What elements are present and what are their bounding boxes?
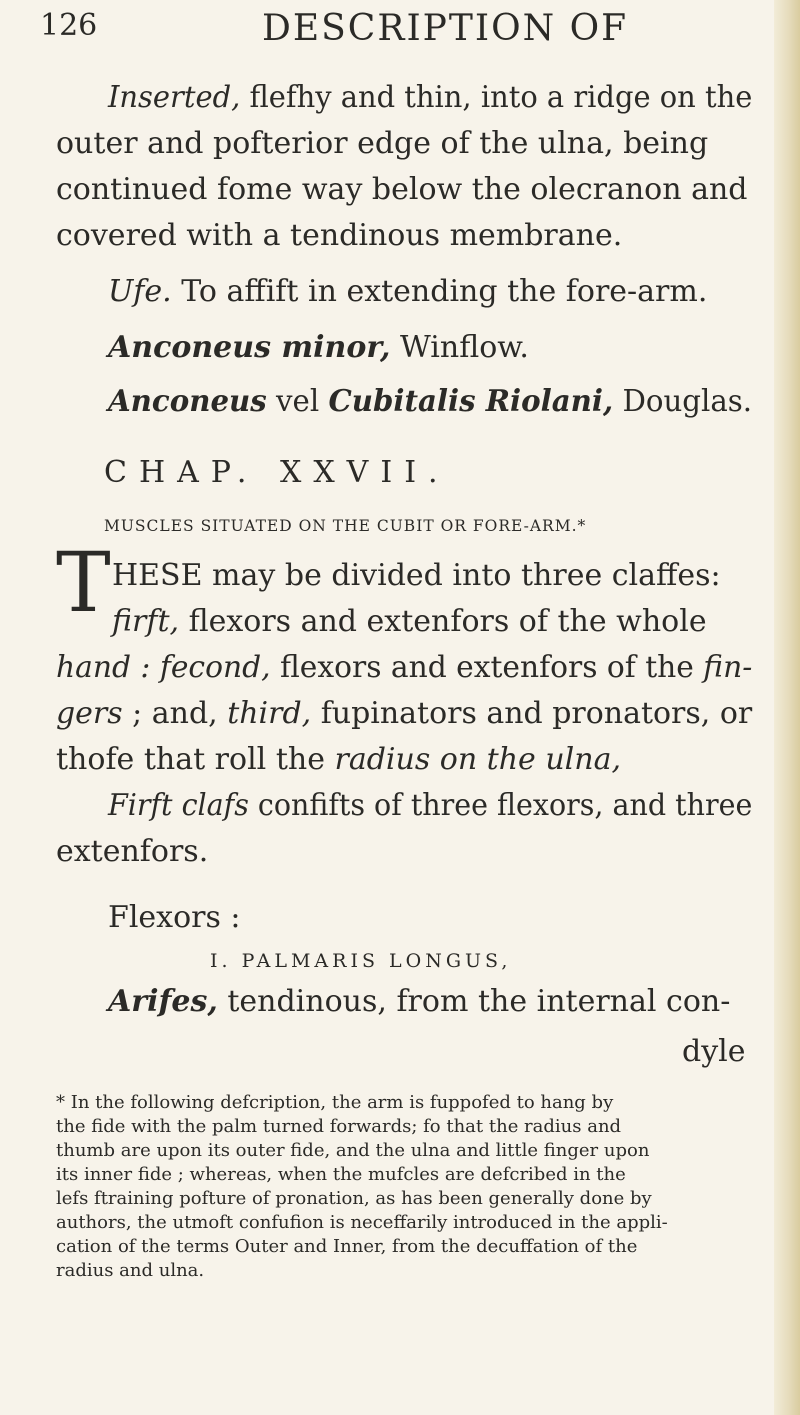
italic-term: firft, — [112, 604, 180, 639]
text-line-1 — [108, 80, 752, 115]
body-line-3 — [56, 650, 752, 685]
italic-term: Arifes, — [108, 984, 218, 1019]
page-number: 126 — [40, 8, 98, 43]
italic-term: Cubitalis Riolani, — [328, 384, 614, 419]
italic-term: hand : fecond, — [56, 650, 271, 685]
footnote-line-7: cation of the terms Outer and Inner, from the decuffation of the — [56, 1236, 638, 1257]
italic-term: radius on the ulna, — [334, 742, 622, 777]
text-line-4 — [56, 218, 622, 253]
drop-cap: T — [56, 536, 111, 631]
text-line-synonym-2 — [108, 384, 752, 419]
page-header — [40, 8, 740, 64]
text-run: Winflow. — [390, 330, 529, 365]
catchword: dyle — [682, 1034, 746, 1069]
italic-term: third, — [227, 696, 312, 731]
text-run: covered with a tendinous membrane. — [56, 218, 623, 253]
italic-term: Inserted, — [108, 80, 241, 115]
italic-term: Anconeus minor, — [108, 330, 391, 365]
text-line-synonym-1 — [108, 330, 529, 365]
body-line-4 — [56, 696, 752, 731]
text-line-3 — [56, 172, 748, 207]
italic-term: Firft clafs — [108, 788, 249, 823]
muscle-heading: I. PALMARIS LONGUS, — [210, 950, 512, 972]
footnote-line-4: its inner fide ; whereas, when the mufcles are defcribed in the — [56, 1164, 626, 1185]
chapter-subheading: MUSCLES SITUATED ON THE CUBIT OR FORE-ARM.* — [104, 517, 587, 535]
text-run: flefhy and thin, into a ridge on the — [240, 80, 753, 115]
running-head: DESCRIPTION OF — [262, 8, 629, 49]
text-run: outer and pofterior edge of the ulna, being — [56, 126, 709, 161]
italic-term: gers — [56, 696, 123, 731]
footnote-line-6: authors, the utmoft confufion is neceffarily introduced in the appli- — [56, 1212, 668, 1233]
body-line-arises — [108, 984, 730, 1019]
chapter-heading: CHAP. XXVII. — [104, 455, 450, 490]
page-edge-shadow — [774, 0, 800, 1415]
text-run: extenfors. — [56, 834, 209, 869]
text-run: To affift in extending the fore-arm. — [171, 274, 708, 309]
text-run: flexors and extenfors of the — [270, 650, 704, 685]
body-line-5 — [56, 742, 621, 777]
text-run: fupinators and pronators, or — [311, 696, 753, 731]
text-run: confifts of three flexors, and three — [248, 788, 753, 823]
text-line-use — [108, 274, 707, 309]
text-run: ; and, — [122, 696, 228, 731]
footnote-line-3: thumb are upon its outer fide, and the ulna and little finger upon — [56, 1140, 650, 1161]
body-line-1 — [112, 558, 721, 593]
text-run: Douglas. — [613, 384, 753, 419]
text-run: vel — [266, 384, 329, 419]
footnote-line-5: lefs ftraining pofture of pronation, as has been generally done by — [56, 1188, 652, 1209]
text-run: flexors and extenfors of the whole — [179, 604, 707, 639]
text-run: continued fome way below the olecranon and — [56, 172, 748, 207]
body-line-6 — [108, 788, 752, 823]
text-run: HESE may be divided into three claffes: — [112, 558, 721, 593]
footnote-line-1: * In the following defcription, the arm is fuppofed to hang by — [56, 1092, 614, 1113]
italic-term: Anconeus — [108, 384, 267, 419]
text-run: tendinous, from the internal con- — [217, 984, 731, 1019]
italic-term: fin- — [703, 650, 753, 685]
flexors-label: Flexors : — [108, 900, 241, 935]
text-line-2 — [56, 126, 708, 161]
footnote-line-8: radius and ulna. — [56, 1260, 205, 1281]
italic-term: Ufe. — [108, 274, 172, 309]
footnote-line-2: the fide with the palm turned forwards; fo that the radius and — [56, 1116, 622, 1137]
body-line-2 — [112, 604, 707, 639]
text-run: thofe that roll the — [56, 742, 335, 777]
body-line-7 — [56, 834, 208, 869]
